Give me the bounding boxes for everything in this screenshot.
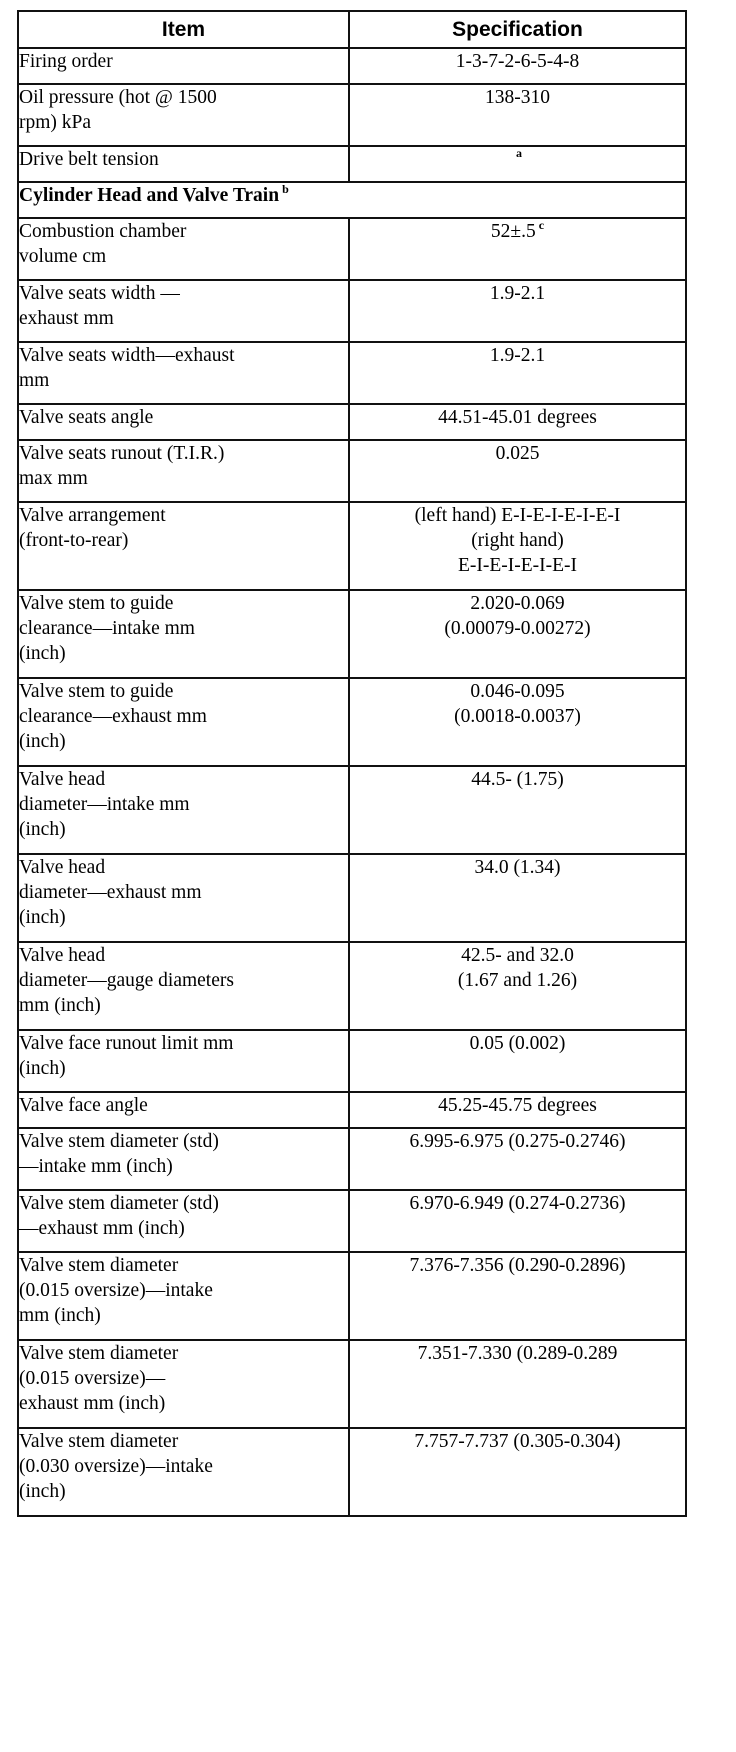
specification-cell	[349, 342, 686, 404]
item-text: Valve arrangement	[19, 505, 166, 526]
item-cell	[18, 590, 349, 678]
table-row	[18, 766, 686, 854]
item-cell	[18, 1190, 349, 1252]
item-cell	[18, 1128, 349, 1190]
item-cell	[18, 146, 349, 182]
table-row	[18, 1190, 686, 1252]
item-cell	[18, 1428, 349, 1516]
specification-text: (0.00079-0.00272)	[444, 618, 591, 639]
specification-table	[17, 10, 687, 1517]
section-row	[18, 182, 686, 218]
item-text: Oil pressure (hot @ 1500	[19, 87, 217, 108]
item-text: clearance—exhaust mm	[19, 706, 207, 727]
item-cell	[18, 440, 349, 502]
specification-text: 7.351-7.330 (0.289-0.289	[417, 1343, 618, 1364]
footnote-marker: a	[516, 146, 522, 160]
item-text: —intake mm (inch)	[19, 1156, 173, 1177]
item-text: (0.030 oversize)—intake	[19, 1456, 213, 1477]
item-text: Valve seats runout (T.I.R.)	[19, 443, 225, 464]
item-text: Valve stem to guide	[19, 593, 174, 614]
section-heading-text: Cylinder Head and Valve Train	[19, 185, 280, 206]
item-cell	[18, 1252, 349, 1340]
item-cell	[18, 766, 349, 854]
item-text: mm (inch)	[19, 995, 101, 1016]
item-cell	[18, 1030, 349, 1092]
specification-text: 42.5- and 32.0	[461, 945, 574, 966]
item-text: Valve seats width —	[19, 283, 180, 304]
specification-text: 7.376-7.356 (0.290-0.2896)	[409, 1255, 626, 1276]
specification-cell	[349, 590, 686, 678]
item-text: (inch)	[19, 1481, 66, 1502]
item-text: exhaust mm	[19, 308, 114, 329]
item-text: Valve stem diameter (std)	[19, 1131, 219, 1152]
footnote-marker: b	[282, 182, 289, 196]
specification-cell	[349, 146, 686, 182]
specification-cell	[349, 502, 686, 590]
item-cell	[18, 1340, 349, 1428]
item-text: (inch)	[19, 643, 66, 664]
specification-cell	[349, 1190, 686, 1252]
item-text: Valve face angle	[19, 1095, 148, 1116]
item-text: Valve face runout limit mm	[19, 1033, 234, 1054]
item-text: diameter—gauge diameters	[19, 970, 234, 991]
table-row	[18, 1092, 686, 1128]
item-text: diameter—intake mm	[19, 794, 190, 815]
item-text: (inch)	[19, 907, 66, 928]
item-text: (inch)	[19, 731, 66, 752]
item-text: Valve stem to guide	[19, 681, 174, 702]
specification-text: 1.9-2.1	[489, 345, 546, 366]
item-cell	[18, 854, 349, 942]
table-row	[18, 48, 686, 84]
specification-text: E-I-E-I-E-I-E-I	[457, 555, 578, 576]
item-text: (front-to-rear)	[19, 530, 129, 551]
specification-text: 44.51-45.01 degrees	[438, 407, 597, 428]
specification-text: 7.757-7.737 (0.305-0.304)	[414, 1431, 621, 1452]
table-body	[18, 48, 686, 1516]
footnote-marker: c	[538, 218, 545, 232]
item-text: diameter—exhaust mm	[19, 882, 202, 903]
table-row	[18, 1340, 686, 1428]
item-text: Combustion chamber	[19, 221, 187, 242]
specification-cell	[349, 440, 686, 502]
table-row	[18, 854, 686, 942]
specification-text: 6.970-6.949 (0.274-0.2736)	[409, 1193, 626, 1214]
item-text: volume cm	[19, 246, 107, 267]
specification-text: 0.025	[495, 443, 540, 464]
specification-cell	[349, 48, 686, 84]
specification-line	[350, 219, 685, 244]
table-row	[18, 1252, 686, 1340]
item-text: (0.015 oversize)—	[19, 1368, 166, 1389]
specification-cell	[349, 84, 686, 146]
item-cell	[18, 48, 349, 84]
table-row	[18, 502, 686, 590]
specification-text: 52±.5	[490, 221, 536, 242]
item-text: Valve stem diameter	[19, 1431, 179, 1452]
specification-text: 44.5- (1.75)	[471, 769, 564, 790]
item-cell	[18, 280, 349, 342]
specification-cell	[349, 1340, 686, 1428]
item-text: Firing order	[19, 51, 113, 72]
column-header-specification: Specification	[349, 11, 686, 48]
table-row	[18, 146, 686, 182]
specification-cell	[349, 1092, 686, 1128]
specification-cell	[349, 1128, 686, 1190]
specification-cell	[349, 766, 686, 854]
item-cell	[18, 678, 349, 766]
specification-cell	[349, 280, 686, 342]
item-text: clearance—intake mm	[19, 618, 195, 639]
item-text: Valve stem diameter	[19, 1343, 179, 1364]
specification-cell	[349, 218, 686, 280]
item-text: max mm	[19, 468, 88, 489]
item-text: mm (inch)	[19, 1305, 101, 1326]
specification-text: 45.25-45.75 degrees	[438, 1095, 597, 1116]
specification-cell	[349, 678, 686, 766]
item-text: Valve head	[19, 945, 106, 966]
specification-cell	[349, 404, 686, 440]
specification-cell	[349, 854, 686, 942]
item-text: Valve stem diameter (std)	[19, 1193, 219, 1214]
item-cell	[18, 218, 349, 280]
section-heading	[18, 182, 686, 218]
cropped-heading-fragment	[20, 0, 24, 9]
specification-text: (0.0018-0.0037)	[454, 706, 581, 727]
item-cell	[18, 404, 349, 440]
table-row	[18, 280, 686, 342]
specification-text: 0.046-0.095	[470, 681, 565, 702]
item-text: Valve head	[19, 857, 106, 878]
item-cell	[18, 342, 349, 404]
specification-text: 1.9-2.1	[489, 283, 546, 304]
specification-text: 138-310	[485, 87, 550, 108]
item-cell	[18, 502, 349, 590]
item-cell	[18, 84, 349, 146]
table-row	[18, 590, 686, 678]
table-row	[18, 678, 686, 766]
item-text: (inch)	[19, 819, 66, 840]
specification-text: 0.05 (0.002)	[469, 1033, 566, 1054]
table-row	[18, 84, 686, 146]
specification-text: (1.67 and 1.26)	[457, 970, 578, 991]
header-row	[18, 11, 686, 48]
specification-text: 2.020-0.069	[470, 593, 565, 614]
specification-text: 6.995-6.975 (0.275-0.2746)	[409, 1131, 626, 1152]
item-cell	[18, 1092, 349, 1128]
specification-cell	[349, 1252, 686, 1340]
specification-text: 1-3-7-2-6-5-4-8	[455, 51, 580, 72]
column-header-item: Item	[18, 11, 349, 48]
specification-line	[350, 147, 685, 172]
table-row	[18, 440, 686, 502]
table-row	[18, 1030, 686, 1092]
item-text: Valve seats width—exhaust	[19, 345, 235, 366]
table-row	[18, 1128, 686, 1190]
item-cell	[18, 942, 349, 1030]
item-text: (0.015 oversize)—intake	[19, 1280, 213, 1301]
table-row	[18, 218, 686, 280]
table-row	[18, 1428, 686, 1516]
item-text: Valve seats angle	[19, 407, 154, 428]
item-text: exhaust mm (inch)	[19, 1393, 166, 1414]
item-text: mm	[19, 370, 50, 391]
item-text: rpm) kPa	[19, 112, 92, 133]
item-text: Drive belt tension	[19, 149, 159, 170]
specification-cell	[349, 942, 686, 1030]
item-text: —exhaust mm (inch)	[19, 1218, 185, 1239]
table-row	[18, 342, 686, 404]
table-row	[18, 404, 686, 440]
table-row	[18, 942, 686, 1030]
specification-text: (left hand) E-I-E-I-E-I-E-I	[414, 505, 621, 526]
specification-text: 34.0 (1.34)	[474, 857, 561, 878]
specification-cell	[349, 1428, 686, 1516]
specification-cell	[349, 1030, 686, 1092]
specification-text: (right hand)	[471, 530, 564, 551]
item-text: (inch)	[19, 1058, 66, 1079]
item-text: Valve stem diameter	[19, 1255, 179, 1276]
item-text: Valve head	[19, 769, 106, 790]
